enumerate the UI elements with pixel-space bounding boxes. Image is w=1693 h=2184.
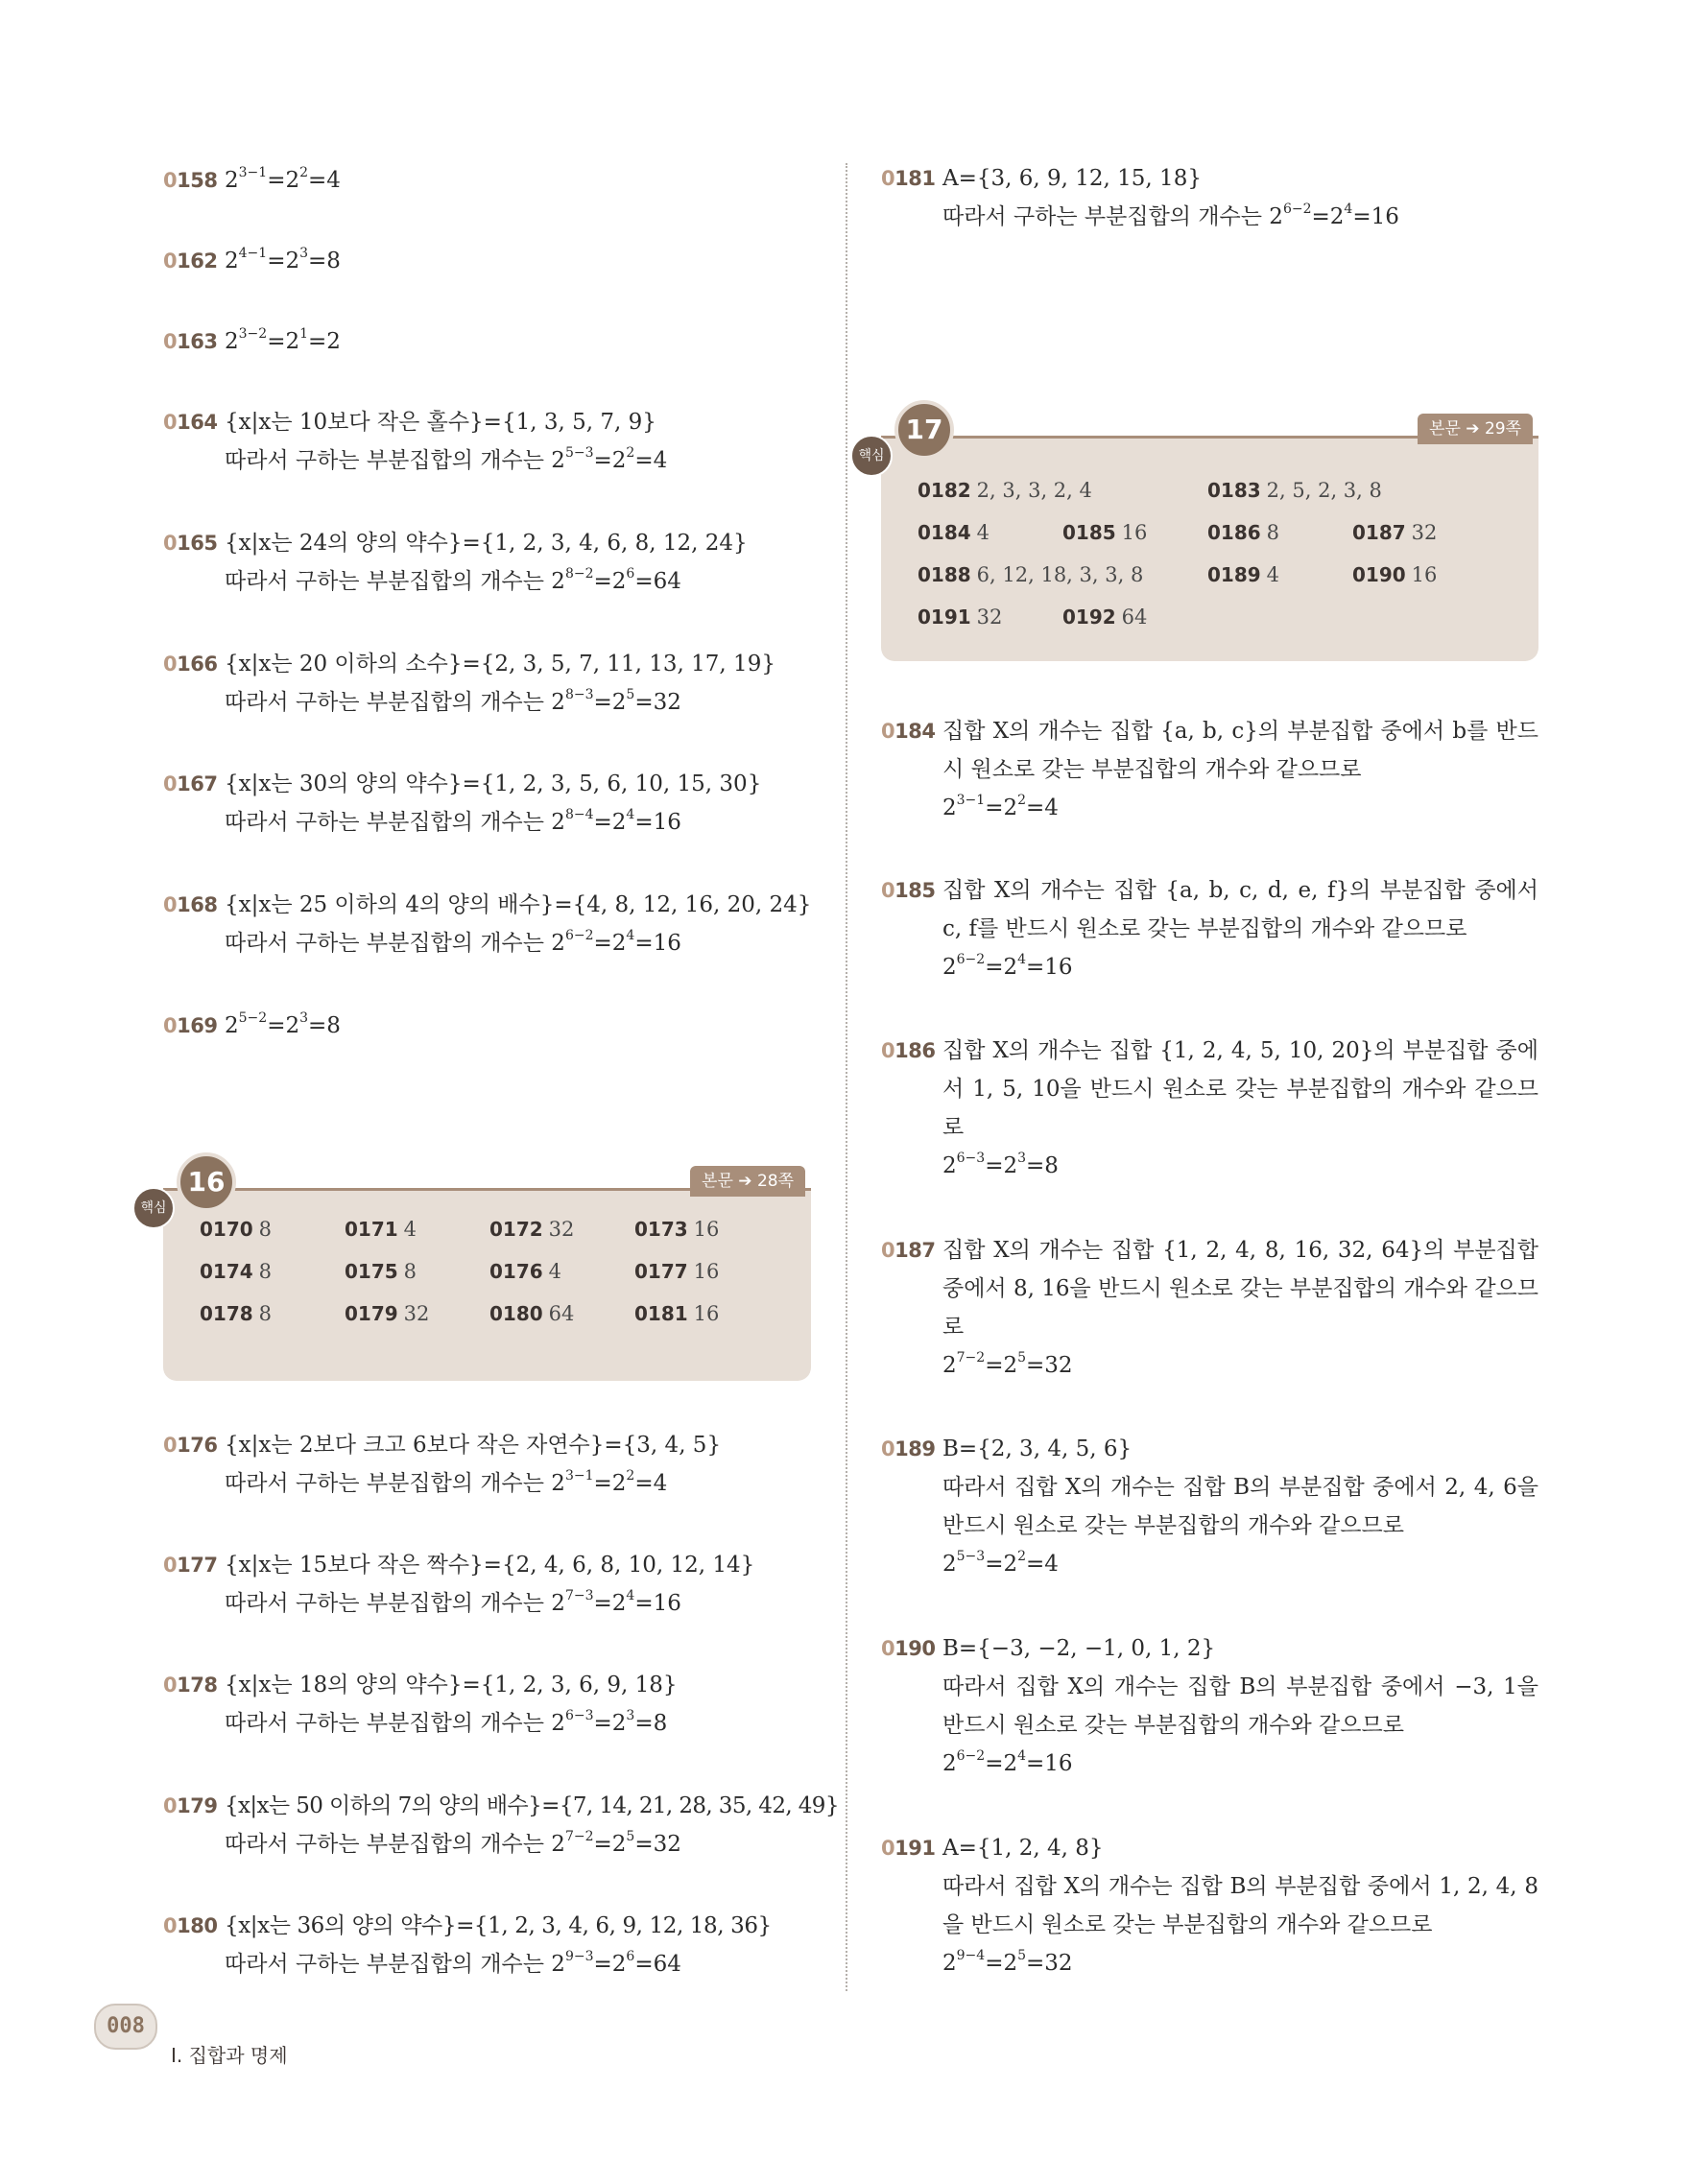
grid-item: 0189 4 bbox=[1207, 563, 1280, 586]
problem-0191: 0191 A={1, 2, 4, 8} 따라서 집합 X의 개수는 집합 B의 부분집합 중에서 1, 2, 4, 8을 반드시 원소로 갖는 부분집합의 개수와 같으므로 $2^{9-4}=2^5=32$ bbox=[881, 1829, 1538, 1982]
grid-item: 0180 64 bbox=[489, 1302, 575, 1325]
page-reference: 본문 ➔ 28쪽 bbox=[690, 1166, 805, 1197]
explanation: 따라서 집합 X의 개수는 집합 B의 부분집합 중에서 2, 4, 6을 반드시 원소로 갖는 부분집합의 개수와 같으므로 bbox=[942, 1475, 1538, 1538]
explanation: 집합 X의 개수는 집합 {1, 2, 4, 8, 16, 32, 64}의 부분집합 중에서 8, 16을 반드시 원소로 갖는 부분집합의 개수와 같으므로 bbox=[942, 1238, 1538, 1340]
explanation: 따라서 집합 X의 개수는 집합 B의 부분집합 중에서 −3, 1을 반드시 원소로 갖는 부분집합의 개수와 같으므로 bbox=[942, 1674, 1538, 1738]
grid-item: 0176 4 bbox=[489, 1260, 562, 1283]
problem-0181: 0181 A={3, 6, 9, 12, 15, 18} 따라서 구하는 부분집합의 개수는 $2^{6-2}=2^4=16$ bbox=[881, 159, 1538, 236]
explanation: 집합 X의 개수는 집합 {a, b, c}의 부분집합 중에서 b를 반드시 원소로 갖는 부분집합의 개수와 같으므로 bbox=[942, 719, 1538, 782]
set-definition: {x|x는 20 이하의 소수}={2, 3, 5, 7, 11, 13, 17, 19} bbox=[225, 652, 775, 677]
core-tag: 핵심 bbox=[132, 1187, 175, 1229]
grid-item: 0186 8 bbox=[1207, 521, 1280, 544]
grid-item: 0175 8 bbox=[345, 1260, 417, 1283]
grid-item: 0190 16 bbox=[1352, 563, 1438, 586]
problem-0185: 0185 집합 X의 개수는 집합 {a, b, c, d, e, f}의 부분집합 중에서 c, f를 반드시 원소로 갖는 부분집합의 개수와 같으므로 $2^{6-2}=2^4=16$ bbox=[881, 871, 1538, 986]
problem-0168: 0168 {x|x는 25 이하의 4의 양의 배수}={4, 8, 12, 16, 20, 24} 따라서 구하는 부분집합의 개수는 $2^{6-2}=2^4=16$ bbox=[163, 886, 811, 962]
grid-item: 0185 16 bbox=[1062, 521, 1148, 544]
problem-0186: 0186 집합 X의 개수는 집합 {1, 2, 4, 5, 10, 20}의 부분집합 중에서 1, 5, 10을 반드시 원소로 갖는 부분집합의 개수와 같으므로 $2^{6-3}=2^3=8$ bbox=[881, 1032, 1538, 1185]
answer-line: 따라서 구하는 부분집합의 개수는 $2^{5-3}=2^2=4$ bbox=[225, 445, 668, 473]
problem-0184: 0184 집합 X의 개수는 집합 {a, b, c}의 부분집합 중에서 b를 반드시 원소로 갖는 부분집합의 개수와 같으므로 $2^{3-1}=2^2=4$ bbox=[881, 712, 1538, 827]
answer-line: $2^{3-1}=2^2=4$ bbox=[225, 165, 341, 193]
answer-line: 따라서 구하는 부분집합의 개수는 $2^{6-2}=2^4=16$ bbox=[225, 928, 681, 956]
chapter-title: I. 집합과 명제 bbox=[171, 2044, 288, 2067]
problem-0190: 0190 B={−3, −2, −1, 0, 1, 2} 따라서 집합 X의 개수는 집합 B의 부분집합 중에서 −3, 1을 반드시 원소로 갖는 부분집합의 개수와 같으므로 $2^{6-2}=2^4=16$ bbox=[881, 1629, 1538, 1783]
column-divider bbox=[846, 163, 847, 1991]
core-box-17 bbox=[858, 414, 1538, 661]
set-definition: {x|x는 24의 양의 약수}={1, 2, 3, 4, 6, 8, 12, 24} bbox=[225, 531, 748, 556]
answer-line: $2^{6-2}=2^4=16$ bbox=[942, 1748, 1073, 1776]
core-tag: 핵심 bbox=[850, 435, 893, 477]
answer-line: $2^{7-2}=2^5=32$ bbox=[942, 1350, 1073, 1378]
problem-0164: 0164 {x|x는 10보다 작은 홀수}={1, 3, 5, 7, 9} 따라서 구하는 부분집합의 개수는 $2^{5-3}=2^2=4$ bbox=[163, 403, 811, 480]
grid-item: 0179 32 bbox=[345, 1302, 430, 1325]
set-definition: {x|x는 18의 양의 약수}={1, 2, 3, 6, 9, 18} bbox=[225, 1673, 678, 1697]
core-box-16 bbox=[140, 1166, 811, 1381]
problem-0169: 0169 $2^{5-2}=2^3=8$ bbox=[163, 1007, 811, 1045]
grid-item: 0191 32 bbox=[918, 605, 1003, 629]
explanation: 집합 X의 개수는 집합 {a, b, c, d, e, f}의 부분집합 중에서 c, f를 반드시 원소로 갖는 부분집합의 개수와 같으므로 bbox=[942, 878, 1538, 941]
problem-0162: 0162 $2^{4-1}=2^3=8$ bbox=[163, 242, 811, 280]
problem-0166: 0166 {x|x는 20 이하의 소수}={2, 3, 5, 7, 11, 13, 17, 19} 따라서 구하는 부분집합의 개수는 $2^{8-3}=2^5=32$ bbox=[163, 645, 811, 722]
problem-0187: 0187 집합 X의 개수는 집합 {1, 2, 4, 8, 16, 32, 64}의 부분집합 중에서 8, 16을 반드시 원소로 갖는 부분집합의 개수와 같으므로 $2^{7-2}=2^5=32$ bbox=[881, 1231, 1538, 1385]
answer-line: $2^{3-1}=2^2=4$ bbox=[942, 793, 1059, 820]
core-badge: 16 bbox=[177, 1152, 236, 1212]
grid-item: 0181 16 bbox=[634, 1302, 720, 1325]
answer-line: $2^{9-4}=2^5=32$ bbox=[942, 1948, 1073, 1976]
set-definition: {x|x는 15보다 작은 짝수}={2, 4, 6, 8, 10, 12, 14} bbox=[225, 1553, 755, 1578]
answer-line: 따라서 구하는 부분집합의 개수는 $2^{6-2}=2^4=16$ bbox=[942, 202, 1399, 229]
problem-0158: 0158 $2^{3-1}=2^2=4$ bbox=[163, 161, 811, 200]
problem-0167: 0167 {x|x는 30의 양의 약수}={1, 2, 3, 5, 6, 10, 15, 30} 따라서 구하는 부분집합의 개수는 $2^{8-4}=2^4=16$ bbox=[163, 765, 811, 842]
problem-0177: 0177 {x|x는 15보다 작은 짝수}={2, 4, 6, 8, 10, 12, 14} 따라서 구하는 부분집합의 개수는 $2^{7-3}=2^4=16$ bbox=[163, 1546, 811, 1623]
explanation: 집합 X의 개수는 집합 {1, 2, 4, 5, 10, 20}의 부분집합 중에서 1, 5, 10을 반드시 원소로 갖는 부분집합의 개수와 같으므로 bbox=[942, 1038, 1538, 1140]
answer-line: 따라서 구하는 부분집합의 개수는 $2^{3-1}=2^2=4$ bbox=[225, 1468, 668, 1496]
grid-item: 0182 2, 3, 3, 2, 4 bbox=[918, 479, 1092, 502]
set-definition: B={−3, −2, −1, 0, 1, 2} bbox=[942, 1636, 1216, 1661]
answer-line: 따라서 구하는 부분집합의 개수는 $2^{8-4}=2^4=16$ bbox=[225, 807, 681, 835]
answer-line: 따라서 구하는 부분집합의 개수는 $2^{7-2}=2^5=32$ bbox=[225, 1829, 681, 1857]
grid-item: 0174 8 bbox=[200, 1260, 273, 1283]
page-reference: 본문 ➔ 29쪽 bbox=[1418, 414, 1533, 444]
grid-item: 0173 16 bbox=[634, 1218, 720, 1241]
grid-item: 0171 4 bbox=[345, 1218, 417, 1241]
set-definition: A={1, 2, 4, 8} bbox=[942, 1836, 1104, 1861]
grid-item: 0178 8 bbox=[200, 1302, 273, 1325]
set-definition: {x|x는 50 이하의 7의 양의 배수}={7, 14, 21, 28, 35, 42, 49} bbox=[225, 1793, 839, 1818]
answer-line: 따라서 구하는 부분집합의 개수는 $2^{7-3}=2^4=16$ bbox=[225, 1588, 681, 1616]
problem-0179: 0179 {x|x는 50 이하의 7의 양의 배수}={7, 14, 21, 28, 35, 42, 49} 따라서 구하는 부분집합의 개수는 $2^{7-2}=2^5=32$ bbox=[163, 1787, 811, 1864]
problem-0163: 0163 $2^{3-2}=2^1=2$ bbox=[163, 322, 811, 361]
set-definition: A={3, 6, 9, 12, 15, 18} bbox=[942, 166, 1202, 191]
grid-item: 0188 6, 12, 18, 3, 3, 8 bbox=[918, 563, 1144, 586]
set-definition: {x|x는 2보다 크고 6보다 작은 자연수}={3, 4, 5} bbox=[225, 1433, 722, 1458]
core-badge: 17 bbox=[894, 400, 954, 460]
problem-0189: 0189 B={2, 3, 4, 5, 6} 따라서 집합 X의 개수는 집합 B의 부분집합 중에서 2, 4, 6을 반드시 원소로 갖는 부분집합의 개수와 같으므로 $2^{5-3}=2^2=4$ bbox=[881, 1430, 1538, 1583]
problem-0180: 0180 {x|x는 36의 양의 약수}={1, 2, 3, 4, 6, 9, 12, 18, 36} 따라서 구하는 부분집합의 개수는 $2^{9-3}=2^6=64$ bbox=[163, 1907, 811, 1983]
answer-line: 따라서 구하는 부분집합의 개수는 $2^{9-3}=2^6=64$ bbox=[225, 1949, 681, 1977]
set-definition: B={2, 3, 4, 5, 6} bbox=[942, 1436, 1133, 1461]
grid-item: 0172 32 bbox=[489, 1218, 575, 1241]
grid-item: 0184 4 bbox=[918, 521, 990, 544]
answer-line: $2^{6-3}=2^3=8$ bbox=[942, 1151, 1059, 1178]
page-number: 008 bbox=[94, 2004, 157, 2050]
set-definition: {x|x는 36의 양의 약수}={1, 2, 3, 4, 6, 9, 12, 18, 36} bbox=[225, 1913, 772, 1938]
problem-0165: 0165 {x|x는 24의 양의 약수}={1, 2, 3, 4, 6, 8, 12, 24} 따라서 구하는 부분집합의 개수는 $2^{8-2}=2^6=64$ bbox=[163, 524, 811, 601]
set-definition: {x|x는 10보다 작은 홀수}={1, 3, 5, 7, 9} bbox=[225, 410, 656, 435]
set-definition: {x|x는 30의 양의 약수}={1, 2, 3, 5, 6, 10, 15, 30} bbox=[225, 772, 762, 796]
answer-line: $2^{6-2}=2^4=16$ bbox=[942, 952, 1073, 980]
grid-item: 0187 32 bbox=[1352, 521, 1438, 544]
answer-line: $2^{4-1}=2^3=8$ bbox=[225, 246, 341, 273]
set-definition: {x|x는 25 이하의 4의 양의 배수}={4, 8, 12, 16, 20, 24} bbox=[225, 892, 812, 917]
answer-line: 따라서 구하는 부분집합의 개수는 $2^{8-2}=2^6=64$ bbox=[225, 566, 681, 594]
answer-line: 따라서 구하는 부분집합의 개수는 $2^{6-3}=2^3=8$ bbox=[225, 1708, 668, 1736]
problem-0176: 0176 {x|x는 2보다 크고 6보다 작은 자연수}={3, 4, 5} 따라서 구하는 부분집합의 개수는 $2^{3-1}=2^2=4$ bbox=[163, 1426, 811, 1503]
answer-line: $2^{5-2}=2^3=8$ bbox=[225, 1010, 341, 1038]
explanation: 따라서 집합 X의 개수는 집합 B의 부분집합 중에서 1, 2, 4, 8을 반드시 원소로 갖는 부분집합의 개수와 같으므로 bbox=[942, 1874, 1538, 1937]
answer-line: $2^{3-2}=2^1=2$ bbox=[225, 326, 341, 354]
answer-line: $2^{5-3}=2^2=4$ bbox=[942, 1549, 1059, 1577]
answer-line: 따라서 구하는 부분집합의 개수는 $2^{8-3}=2^5=32$ bbox=[225, 687, 681, 715]
grid-item: 0170 8 bbox=[200, 1218, 273, 1241]
grid-item: 0192 64 bbox=[1062, 605, 1148, 629]
problem-0178: 0178 {x|x는 18의 양의 약수}={1, 2, 3, 6, 9, 18} 따라서 구하는 부분집합의 개수는 $2^{6-3}=2^3=8$ bbox=[163, 1666, 811, 1743]
grid-item: 0177 16 bbox=[634, 1260, 720, 1283]
grid-item: 0183 2, 5, 2, 3, 8 bbox=[1207, 479, 1382, 502]
